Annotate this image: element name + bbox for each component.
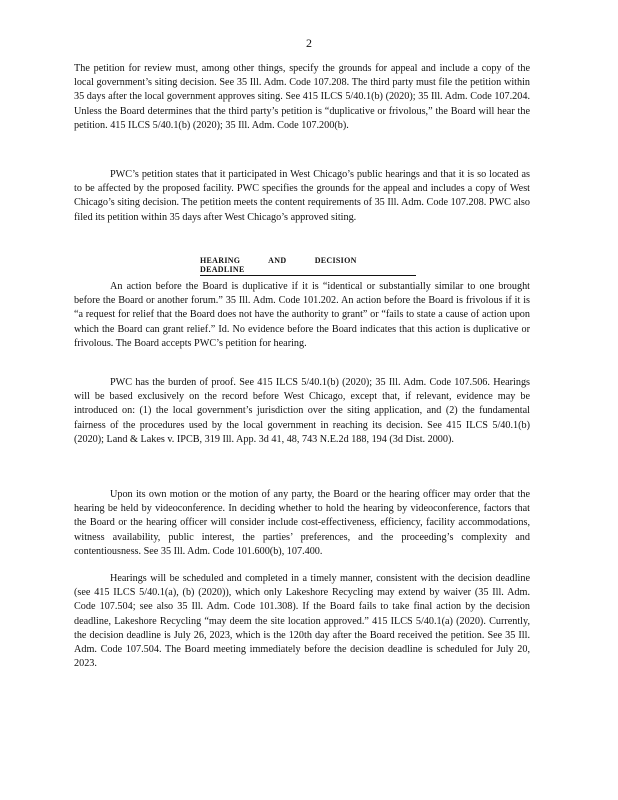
paragraph-duplicative-frivolous: An action before the Board is duplicative if it is “identical or substantially similar to one brought before the Board or another forum.” 35 Ill. Adm. Code 101.202. An action before the Board is frivolous if it is “a request for relief that the Board does not have the authority to grant” or “fails to state a cause of action upon which the Board can grant relief.” Id. No evidence before the Board indicates that this action is duplicative or frivolous. The Board accepts PWC’s petition for hearing.: [74, 281, 530, 349]
page-number: 2: [306, 36, 312, 50]
paragraph-decision-deadline: Hearings will be scheduled and completed in a timely manner, consistent with the decision deadline (see 415 ILCS 5/40.1(a), (b) (2020)), which only Lakeshore Recycling may extend by waiver (35 Ill. Adm. Code 107.504; see also 35 Ill. Adm. Code 101.308). If the Board fails to take final action by the decision deadline, Lakeshore Recycling “may deem the site location approved.” 415 ILCS 5/40.1(a) (2020). Currently, the decision deadline is July 26, 2023, which is the 120th day after the Board received the petition. See 35 Ill. Adm. Code 107.504. The Board meeting immediately before the decision deadline is scheduled for July 20, 2023.: [74, 573, 530, 670]
paragraph-pwc-petition: PWC’s petition states that it participated in West Chicago’s public hearings and that it is so located as to be affected by the proposed facility. PWC specifies the grounds for the appeal and includes a copy of West Chicago’s siting decision. The petition meets the content requirements of 35 Ill. Adm. Code 107.208. PWC also filed its petition within 35 days after West Chicago’s approved siting.: [74, 169, 530, 223]
paragraph-burden-of-proof: PWC has the burden of proof. See 415 ILCS 5/40.1(b) (2020); 35 Ill. Adm. Code 107.506. Hearings will be based exclusively on the record before West Chicago, except that, if relevant, evidence may be introduced on: (1) the local government’s jurisdiction over the siting application, and (2) the fundamental fairness of the procedures used by the local government in reaching its decision. See 415 ILCS 5/40.1(b) (2020); Land & Lakes v. IPCB, 319 Ill. App. 3d 41, 48, 743 N.E.2d 188, 194 (3d Dist. 2000).: [74, 377, 530, 445]
paragraph-petition-requirements: The petition for review must, among other things, specify the grounds for appeal and include a copy of the local government’s siting decision. See 35 Ill. Adm. Code 107.208. The third party must file the petition within 35 days after the local government approves siting. See 415 ILCS 5/40.1(b) (2020); 35 Ill. Adm. Code 107.204. Unless the Board determines that the third party’s petition is “duplicative or frivolous,” the Board will hear the petition. 415 ILCS 5/40.1(b) (2020); 35 Ill. Adm. Code 107.200(b).: [74, 63, 530, 131]
paragraph-videoconference: Upon its own motion or the motion of any party, the Board or the hearing officer may order that the hearing be held by videoconference. In deciding whether to hold the hearing by videoconference, factors that the Board or the hearing officer will consider include cost-effectiveness, efficiency, facility accommodations, witness availability, public interest, the parties’ preferences, and the proceeding’s complexity and contentiousness. See 35 Ill. Adm. Code 101.600(b), 107.400.: [74, 489, 530, 557]
section-heading: HEARING AND DECISION DEADLINE: [200, 256, 416, 276]
